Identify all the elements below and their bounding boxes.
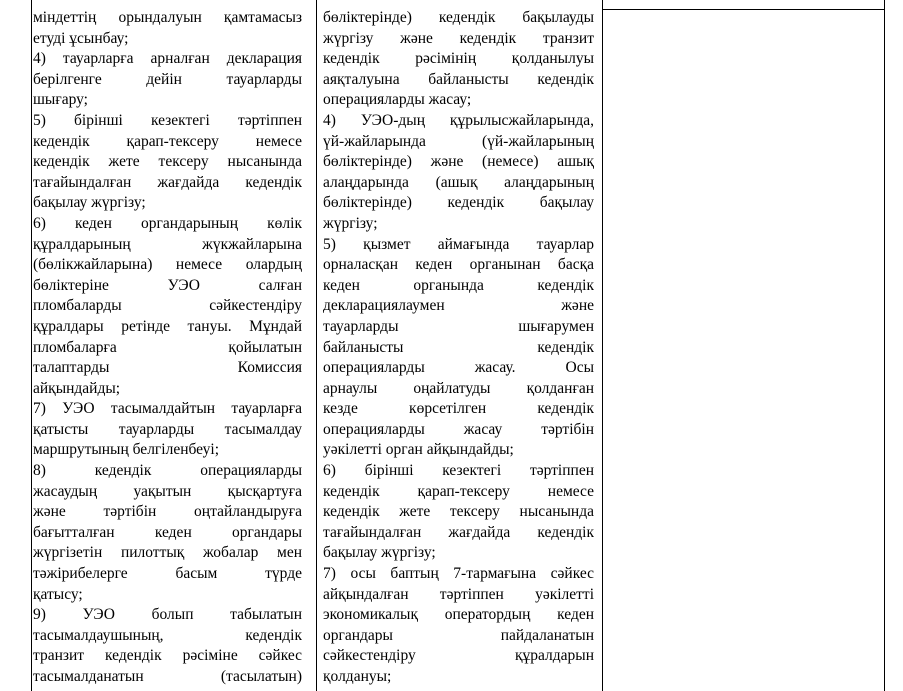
text-line: талаптарды Комиссия [33,359,302,377]
text-line: маршрутының белгіленбеуі; [33,441,220,459]
table-border-col1 [316,0,317,691]
text-line: орналасқан кеден органынан басқа [323,256,594,274]
text-line: кеден органында кедендік [323,276,594,294]
table-border-left [31,0,32,691]
text-line: операцияларды жасау; [323,91,472,109]
text-line: және тәртібін оңтайландыруға [33,503,302,521]
text-line: тасымалдаушының, кедендік [33,626,302,644]
text-line: аяқталуына байланысты кедендік [323,70,594,88]
text-line: пломбаларға қойылатын [33,338,302,356]
text-line: 9) УЭО болып табылатын [33,606,302,624]
text-line: кедендік жете тексеру нысанында [323,503,594,521]
text-line: тағайындалған жағдайда кедендік [33,173,302,191]
text-line: арнаулы оңайлатуды қолданған [323,379,594,397]
text-line: айқындайды; [33,379,121,397]
text-line: кедендік жете тексеру нысанында [33,153,302,171]
text-line: қолдануы; [323,668,392,685]
text-line: бөліктерінде) кедендік бақылауды [323,9,594,26]
text-line: берілгенге дейін тауарларды [33,70,302,88]
text-line: тасымалданатын (тасылатын) [33,668,302,685]
text-line: міндеттің орындалуын қамтамасыз [33,9,302,26]
text-line: сәйкестендіру құралдарын [323,647,594,665]
text-line: тауарларды шығарумен [323,317,594,335]
text-line: тағайындалған жағдайда кедендік [323,523,594,541]
text-line: органдары пайдаланатын [323,626,594,644]
text-line: қатысу; [33,585,83,603]
text-line: құралдары ретінде тануы. Мұндай [33,317,302,335]
text-line: 4) УЭО-дың құрылысжайларында, [323,111,594,129]
text-line: бақылау жүргізу; [323,544,436,562]
text-line: 5) бірінші кезектегі тәртіппен [33,111,302,129]
text-line: бөліктерінде) кедендік бақылау [323,194,594,212]
text-line: бақылау жүргізу; [33,194,146,212]
text-line: пломбаларды сәйкестендіру [33,297,302,315]
text-line: 5) қызмет аймағында тауарлар [323,235,594,253]
text-line: қатысты тауарларды тасымалдау [33,420,302,438]
text-line: операцияларды жасау. Осы [323,359,594,377]
text-line: транзит кедендік рәсіміне сәйкес [33,647,302,665]
text-line: уәкілетті орган айқындайды; [323,441,514,459]
text-line: алаңдарында (ашық алаңдарының [323,173,594,191]
text-line: етуді ұсынбау; [33,29,129,47]
text-line: жүргізетін пилоттық жобалар мен [33,544,302,562]
text-line: кедендік қарап-тексеру немесе [33,132,302,150]
text-line: жүргізу және кедендік транзит [323,29,594,47]
text-line: 7) осы баптың 7-тармағына сәйкес [323,565,594,583]
table-border-top-col3 [602,9,885,10]
text-line: жасаудың уақытын қысқартуға [33,482,302,500]
text-line: (бөлікжайларына) немесе олардың [33,256,302,274]
text-line: кедендік рәсімінің қолданылуы [323,50,594,68]
text-line: тәжірибелерге басым түрде [33,565,302,583]
text-line: 6) бірінші кезектегі тәртіппен [323,462,594,480]
text-line: құралдарының жүкжайларына [33,235,302,253]
table-border-col2 [602,0,603,691]
text-line: 7) УЭО тасымалдайтын тауарларға [33,400,302,418]
text-line: операцияларды жасау тәртібін [323,420,594,438]
text-line: айқындалған тәртіппен уәкілетті [323,585,594,603]
text-line: жүргізу; [323,214,378,232]
table-cell-column-1 [33,8,302,691]
table-border-right [884,0,885,691]
text-line: бағытталған кеден органдары [33,523,302,541]
text-line: үй-жайларында (үй-жайларының [323,132,594,150]
text-line: 4) тауарларға арналған декларация [33,50,302,68]
text-line: бөліктеріне УЭО салған [33,276,302,294]
table-cell-column-2 [323,8,594,691]
text-line: кезде көрсетілген кедендік [323,400,594,418]
text-line: 8) кедендік операцияларды [33,462,302,480]
text-line: байланысты кедендік [323,338,594,356]
text-line: 6) кеден органдарының көлік [33,214,302,232]
text-line: бөліктерінде) және (немесе) ашық [323,153,594,171]
text-line: экономикалық оператордың кеден [323,606,594,624]
text-line: шығару; [33,91,88,109]
text-line: декларациялаумен және [323,297,594,315]
text-line: кедендік қарап-тексеру немесе [323,482,594,500]
